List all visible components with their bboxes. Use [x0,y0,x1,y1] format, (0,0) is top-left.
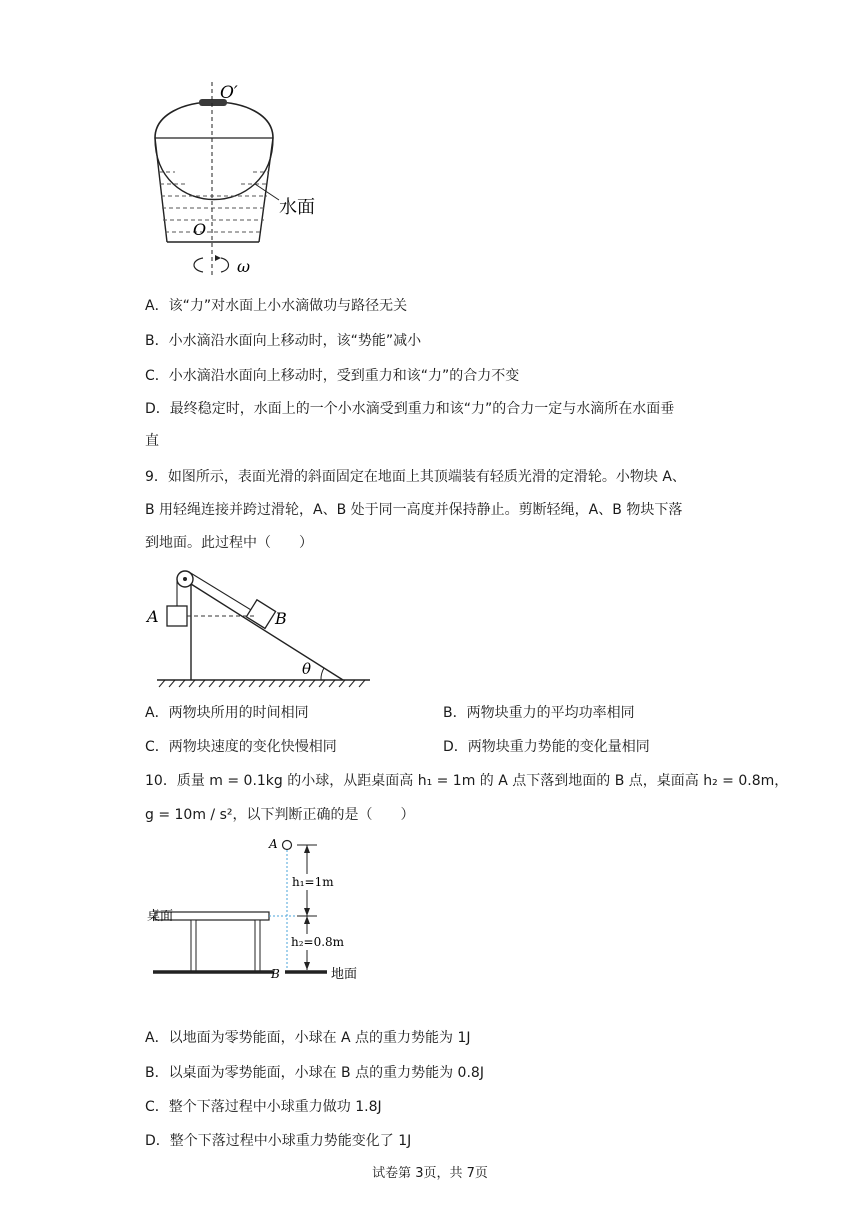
q10-stem-line2: g = 10m / s²，以下判断正确的是（ ） [145,807,415,823]
label-o: O [193,220,207,239]
incline-label-b: B [275,609,287,628]
q9-option-c: C．两物块速度的变化快慢相同 [145,739,337,755]
q9-option-b: B．两物块重力的平均功率相同 [443,705,635,721]
rotating-bowl-figure [145,80,335,280]
q10-option-a: A．以地面为零势能面，小球在 A 点的重力势能为 1J [145,1030,471,1046]
label-o-prime: O′ [220,83,238,103]
label-table-surface: 桌面 [147,909,174,924]
ball-label-a: A [269,837,278,851]
q10-option-c: C．整个下落过程中小球重力做功 1.8J [145,1099,382,1115]
label-h1: h₁=1m [292,875,334,889]
falling-ball-figure [145,834,375,990]
q8-option-b: B．小水滴沿水面向上移动时，该“势能”减小 [145,333,422,349]
label-ground: 地面 [331,967,358,982]
q9-stem-line2: B 用轻绳连接并跨过滑轮，A、B 处于同一高度并保持静止。剪断轻绳，A、B 物块下落 [145,502,683,518]
incline-label-theta: θ [302,660,312,678]
q9-stem-line3: 到地面。此过程中（ ） [145,535,313,551]
q10-option-d: D．整个下落过程中小球重力势能变化了 1J [145,1133,412,1149]
q8-option-c: C．小水滴沿水面向上移动时，受到重力和该“力”的合力不变 [145,368,520,384]
label-omega: ω [237,257,251,276]
q8-option-a: A．该“力”对水面上小水滴做功与路径无关 [145,298,408,314]
label-h2: h₂=0.8m [291,935,345,949]
q8-option-d-line1: D．最终稳定时，水面上的一个小水滴受到重力和该“力”的合力一定与水滴所在水面垂 [145,401,675,417]
incline-pulley-figure [145,562,380,690]
q8-option-d-line2: 直 [145,433,159,449]
q10-stem-line1: 10．质量 m = 0.1kg 的小球，从距桌面高 h₁ = 1m 的 A 点下落到地面的 B 点，桌面高 h₂ = 0.8m， [145,773,789,789]
ground-label-b: B [271,967,280,981]
page-footer: 试卷第 3页，共 7页 [372,1166,488,1181]
label-water-surface: 水面 [279,197,315,218]
q10-option-b: B．以桌面为零势能面，小球在 B 点的重力势能为 0.8J [145,1065,484,1081]
q9-option-d: D．两物块重力势能的变化量相同 [443,739,650,755]
q9-option-a: A．两物块所用的时间相同 [145,705,309,721]
incline-label-a: A [147,607,159,626]
q9-stem-line1: 9．如图所示，表面光滑的斜面固定在地面上其顶端装有轻质光滑的定滑轮。小物块 A、 [145,469,686,485]
